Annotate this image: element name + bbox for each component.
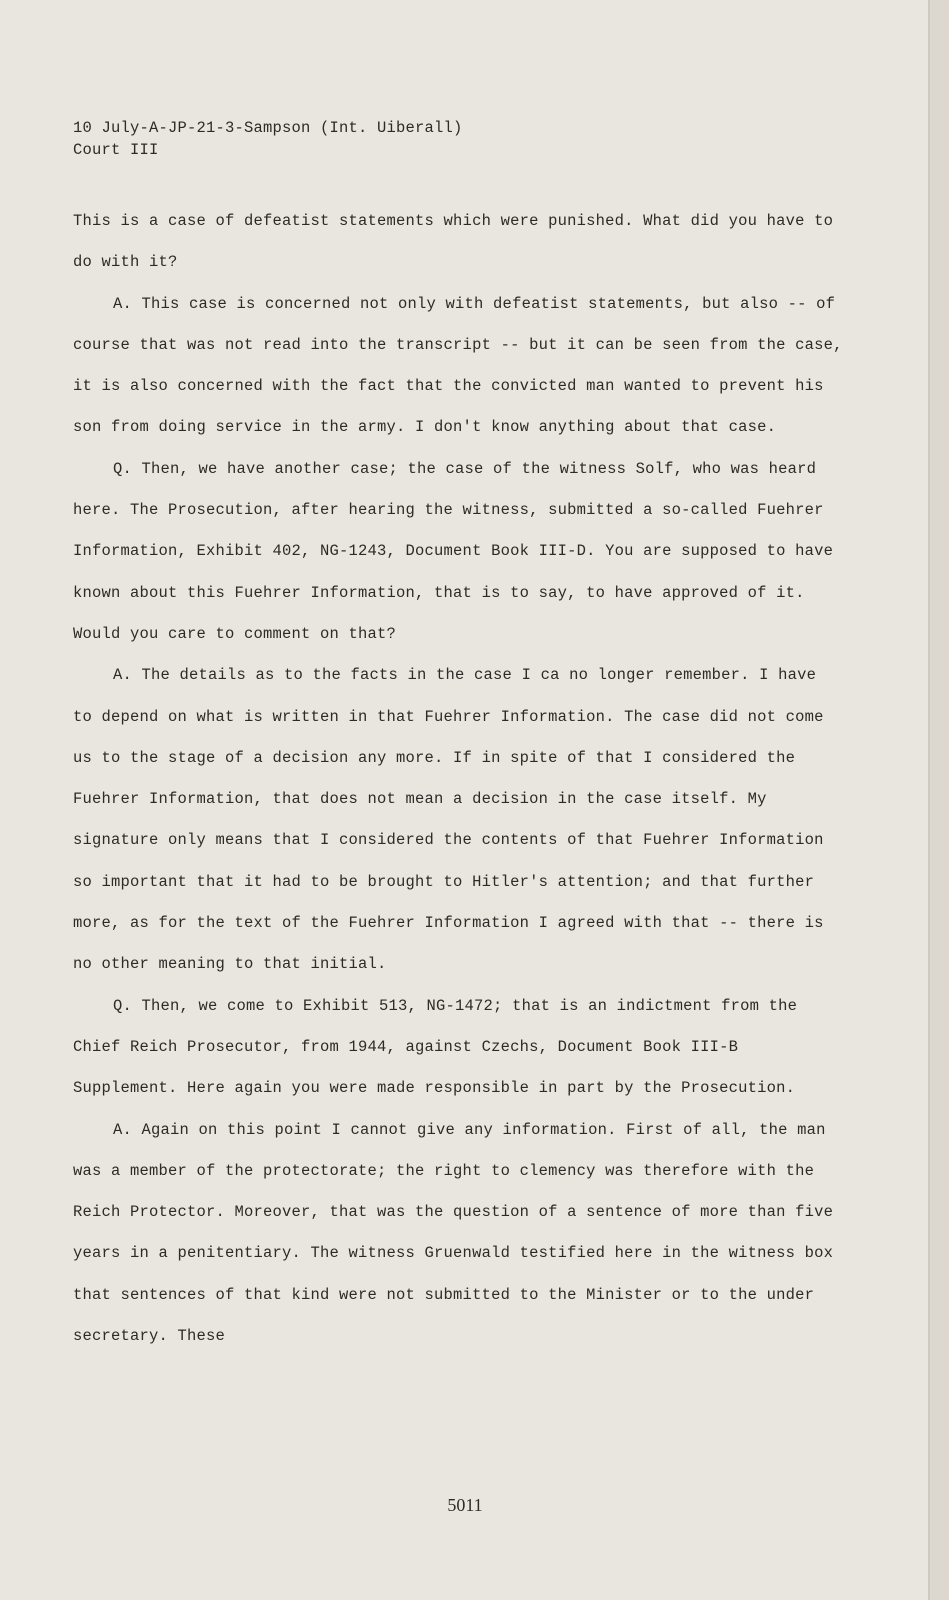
court-label: Court III [73, 141, 159, 159]
paragraph-answer-3: A. Again on this point I cannot give any information. First of all, the man was a member of the protectorate; the right to clemency was therefore with the Reich Protector. Moreover, that was the question of a sentence of more than five years in a penitentiary. The witness Gruenwald testified here in the witness box that sentences of that kind were not submitted to the Minister or to the under secretary. These [73, 1120, 834, 1346]
paragraph-answer-1: A. This case is concerned not only with defeatist statements, but also -- of course that was not read into the transcript -- but it can be seen from the case, it is also concerned with the fact that the convicted man wanted to prevent his son from doing service in the army. I don't know anything about that case. [73, 294, 843, 437]
transcript-text [73, 201, 843, 1357]
paragraph-question-intro: This is a case of defeatist statements which were punished. What did you have to do with it? [73, 212, 834, 272]
case-reference: 10 July-A-JP-21-3-Sampson (Int. Uiberall) [73, 119, 463, 137]
page-number: 5011 [447, 1495, 483, 1515]
paragraph-question-3: Q. Then, we come to Exhibit 513, NG-1472; that is an indictment from the Chief Reich Prosecutor, from 1944, against Czechs, Document Book III-B Supplement. Here again you were made responsible in part by the Prosecution. [73, 996, 798, 1098]
document-body [73, 117, 843, 1357]
paragraph-answer-2: A. The details as to the facts in the case I ca no longer remember. I have to depend on what is written in that Fuehrer Information. The case did not come us to the stage of a decision any more. If in spite of that I considered the Fuehrer Information, that does not mean a decision in the case itself. My signature only means that I considered the contents of that Fuehrer Information so important that it had to be brought to Hitler's attention; and that further more, as for the text of the Fuehrer Information I agreed with that -- there is no other meaning to that initial. [73, 666, 824, 974]
paragraph-question-2: Q. Then, we have another case; the case of the witness Solf, who was heard here. The Prosecution, after hearing the witness, submitted a so-called Fuehrer Information, Exhibit 402, NG-1243, Document Book III-D. You are supposed to have known about this Fuehrer Information, that is to say, to have approved of it. Would you care to comment on that? [73, 459, 834, 643]
